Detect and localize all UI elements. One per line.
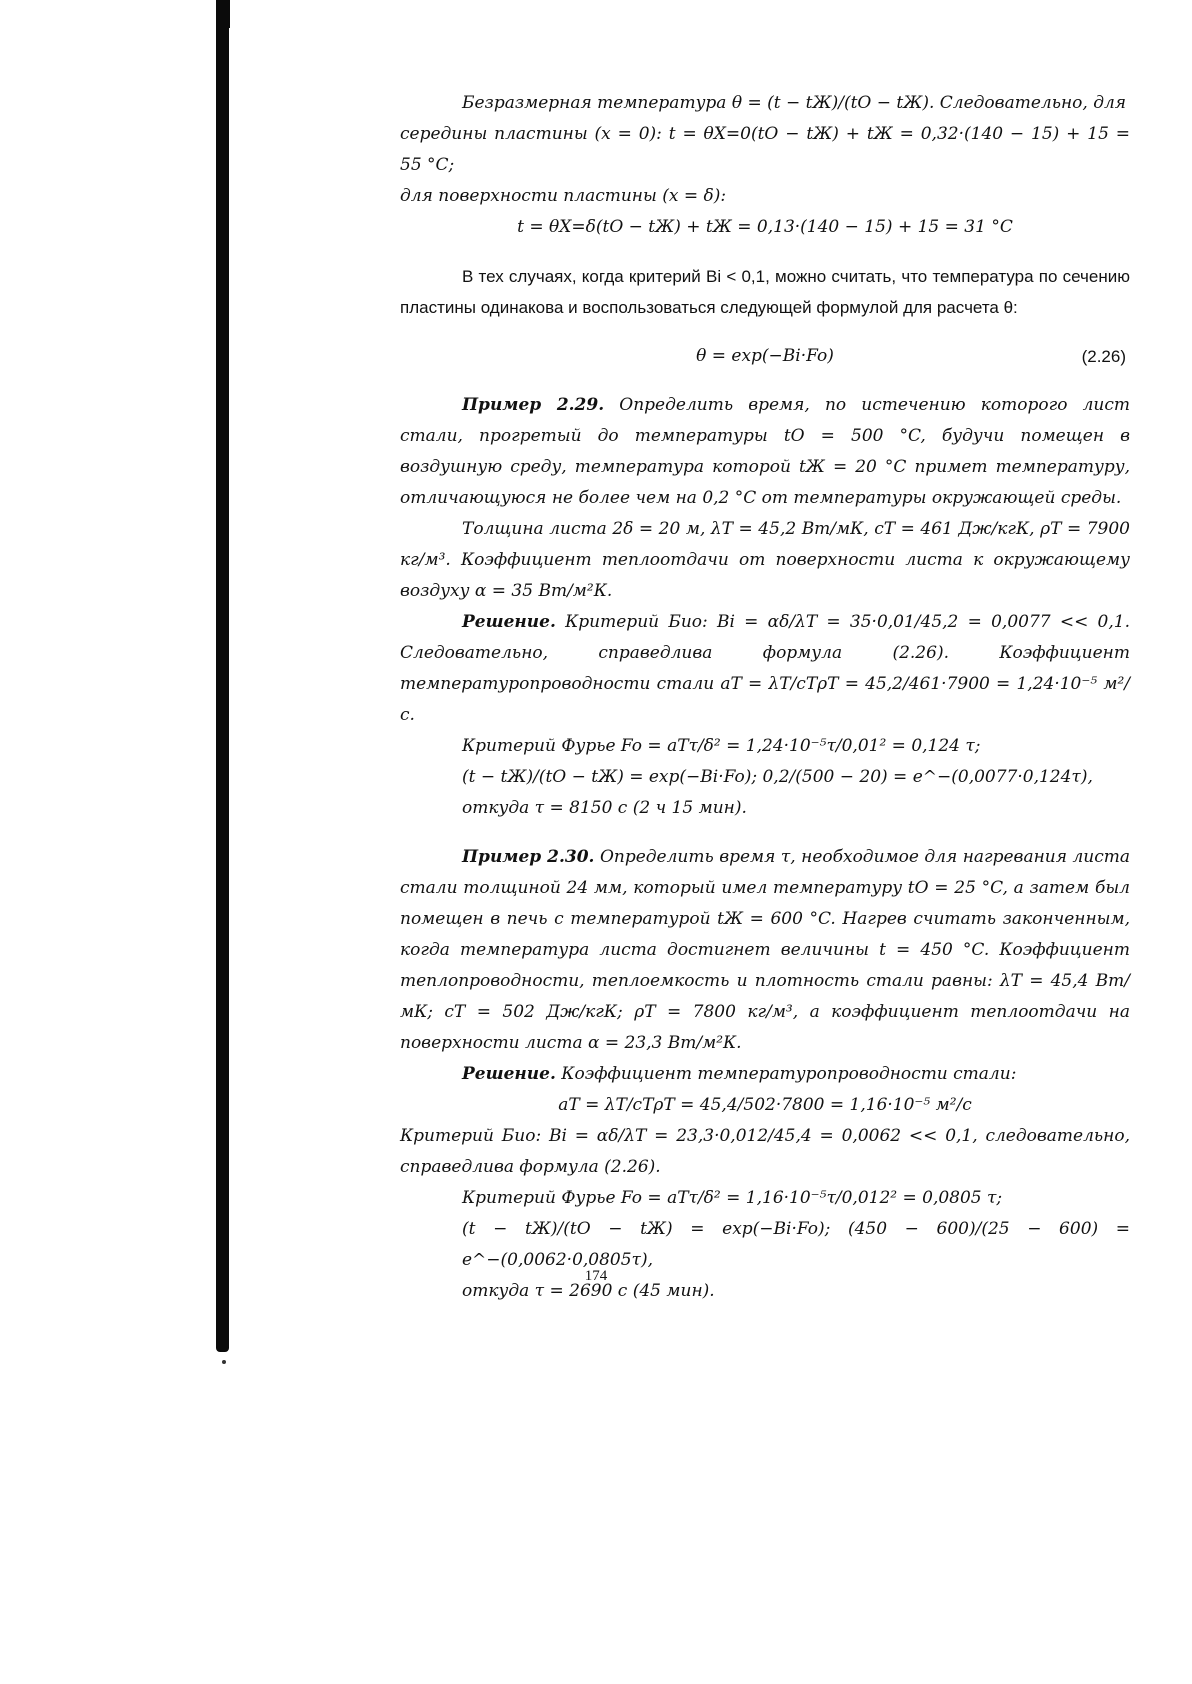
line-2: середины пластины (x = 0): t = θX=0(tO − tЖ) + tЖ = 0,32·(140 − 15) + 15 = 55 °C; (400, 124, 1130, 175)
example-2-29-text: Определить время, по истечению которого лист стали, прогретый до температуры tO = 500 °C, будучи помещен в воздушную среду, температура которой tЖ = 20 °C примет температуру, отличающуюся не более чем на 0,2 °C от температуры окружающей среды. (400, 395, 1131, 508)
example-2-29-heading: Пример 2.29. (462, 395, 605, 415)
example-2-30-exp: (t − tЖ)/(tO − tЖ) = exp(−Bi·Fo); (450 − 600)/(25 − 600) = e^−(0,0062·0,0805τ), (462, 1219, 1130, 1270)
example-2-29-fourier: Критерий Фурье Fo = aTτ/δ² = 1,24·10⁻⁵τ/0,01² = 0,124 τ; (462, 736, 981, 756)
equation-2-26 (400, 341, 1130, 372)
example-2-30-statement (400, 842, 1130, 1059)
example-2-30-result: откуда τ = 2690 с (45 мин). (462, 1281, 715, 1301)
solution-text: Коэффициент температуропроводности стали: (561, 1064, 1017, 1084)
binding-edge (216, 0, 229, 1352)
example-2-30-heading: Пример 2.30. (462, 847, 595, 867)
example-2-29-solution (400, 607, 1130, 731)
binding-mark (222, 1360, 226, 1364)
equation-number: (2.26) (1081, 347, 1126, 366)
paragraph-bi-condition: В тех случаях, когда критерий Bi < 0,1, можно считать, что температура по сечению пластины одинакова и воспользоваться следующей формулой для расчета θ: (400, 267, 1130, 317)
example-2-29-statement (400, 390, 1130, 514)
example-2-29-exp: (t − tЖ)/(tO − tЖ) = exp(−Bi·Fo); 0,2/(500 − 20) = e^−(0,0077·0,124τ), (462, 767, 1093, 787)
page-body (400, 88, 1130, 1307)
solution-text: Критерий Био: Bi = αδ/λT = 35·0,01/45,2 = 0,0077 << 0,1. Следовательно, справедлива формула (2.26). Коэффициент температуропроводности стали aT = λT/cTρT = 45,2/461·7900 = 1,24·10⁻⁵ м²/с. (400, 612, 1130, 725)
example-2-29-data: Толщина листа 2δ = 20 м, λT = 45,2 Вт/мК, cT = 461 Дж/кгК, ρT = 7900 кг/м³. Коэффициент теплоотдачи от поверхности листа к окружающему воздуху α = 35 Вт/м²К. (400, 519, 1130, 601)
solution-heading: Решение. (462, 612, 556, 632)
paragraph-dimensionless-temp (400, 88, 1130, 212)
example-2-29-result: откуда τ = 8150 с (2 ч 15 мин). (462, 798, 747, 818)
example-2-30-diffusivity: aT = λT/cTρT = 45,4/502·7800 = 1,16·10⁻⁵ м²/с (558, 1095, 972, 1115)
example-2-30-fourier: Критерий Фурье Fo = aTτ/δ² = 1,16·10⁻⁵τ/0,012² = 0,0805 τ; (462, 1188, 1003, 1208)
page-number: 174 (584, 1268, 608, 1284)
example-2-30-biot: Критерий Био: Bi = αδ/λT = 23,3·0,012/45,4 = 0,0062 << 0,1, следовательно, справедлива формула (2.26). (400, 1126, 1130, 1177)
line-3: для поверхности пластины (x = δ): (400, 186, 727, 206)
line-1: Безразмерная температура θ = (t − tЖ)/(tO − tЖ). Следовательно, для (462, 93, 1127, 113)
example-2-30-solution (400, 1059, 1130, 1090)
binding-edge-top (227, 0, 230, 28)
equation-2-26-formula: θ = exp(−Bi·Fo) (696, 346, 834, 366)
equation-surface: t = θX=δ(tO − tЖ) + tЖ = 0,13·(140 − 15) + 15 = 31 °C (517, 217, 1013, 237)
example-2-30-text: Определить время τ, необходимое для нагревания листа стали толщиной 24 мм, который имел температуру tO = 25 °C, а затем был помещен в печь с температурой tЖ = 600 °C. Нагрев считать законченным, когда температура листа достигнет величины t = 450 °C. Коэффициент теплопроводности, теплоемкость и плотность стали равны: λT = 45,4 Вт/мК; cT = 502 Дж/кгК; ρT = 7800 кг/м³, а коэффициент теплоотдачи на поверхности листа α = 23,3 Вт/м²К. (400, 847, 1130, 1053)
solution-heading: Решение. (462, 1064, 556, 1084)
